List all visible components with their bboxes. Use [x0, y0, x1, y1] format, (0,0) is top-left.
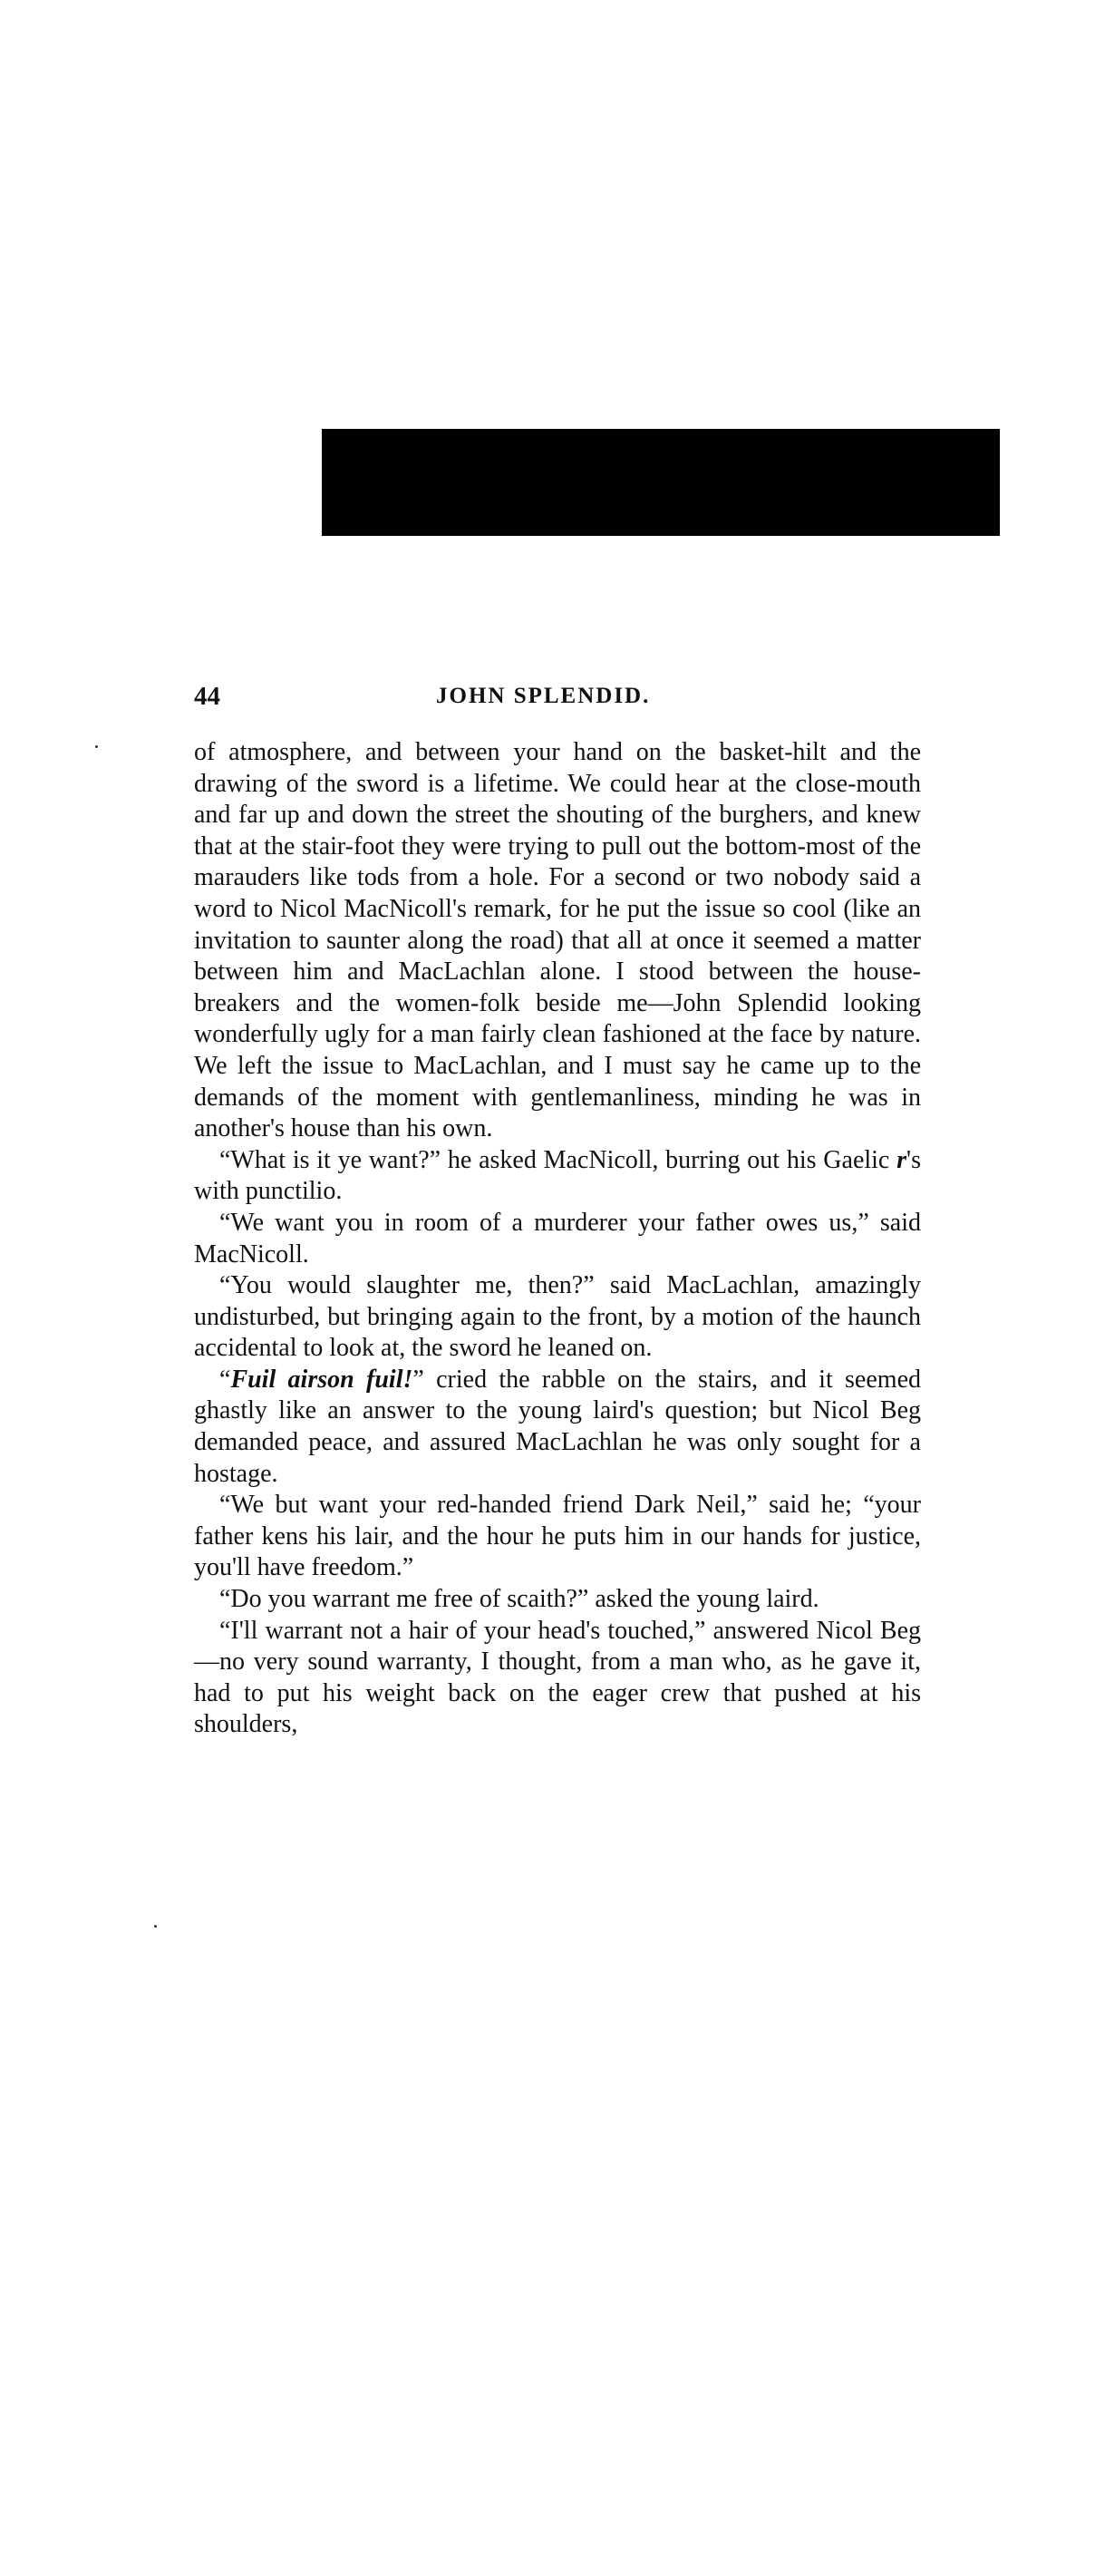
paragraph: “Fuil airson fuil!” cried the rabble on the stairs, and it seemed ghastly like an answer to the young laird's question; but Nicol Beg demanded peace, and assured MacLachlan he was only sought for a hostage. — [194, 1365, 921, 1488]
page-header — [194, 682, 919, 718]
gaelic-phrase: Fuil airson fuil! — [230, 1365, 413, 1394]
paragraph: “What is it ye want?” he asked MacNicoll, burring out his Gaelic r's with punctilio. — [194, 1145, 921, 1206]
margin-mark — [95, 745, 98, 748]
running-title: JOHN SPLENDID. — [436, 684, 651, 708]
paragraph: “We want you in room of a murderer your father owes us,” said MacNicoll. — [194, 1208, 921, 1269]
margin-mark — [154, 1925, 157, 1928]
paragraph: “Do you warrant me free of scaith?” asked the young laird. — [219, 1585, 819, 1614]
body-text — [194, 737, 921, 1741]
page-number: 44 — [194, 682, 220, 711]
paragraph: “I'll warrant not a hair of your head's touched,” answered Nicol Beg—no very sound warranty, I thought, from a man who, as he gave it, had to put his weight back on the eager crew that pushed at his shoulders, — [194, 1616, 921, 1739]
paragraph: “You would slaughter me, then?” said MacLachlan, amazingly undisturbed, but bringing again to the front, by a motion of the haunch accidental to look at, the sword he leaned on. — [194, 1271, 921, 1363]
paragraph: of atmosphere, and between your hand on the basket-hilt and the drawing of the sword is a lifetime. We could hear at the close-mouth and far up and down the street the shouting of the burghers, and knew that at the stair-foot they were trying to pull out the bottom-most of the marauders like tods from a hole. For a second or two nobody said a word to Nicol MacNicoll's remark, for he put the issue so cool (like an invitation to saunter along the road) that all at once it seemed a matter between him and MacLachlan alone. I stood between the house-breakers and the women-folk beside me—John Splendid looking wonderfully ugly for a man fairly clean fashioned at the face by nature. We left the issue to MacLachlan, and I must say he came up to the demands of the moment with gentlemanliness, minding he was in another's house than his own. — [194, 738, 921, 1143]
redaction-block — [322, 429, 1000, 536]
paragraph: “We but want your red-handed friend Dark Neil,” said he; “your father kens his lair, and the hour he puts him in our hands for justice, you'll have freedom.” — [194, 1491, 921, 1582]
